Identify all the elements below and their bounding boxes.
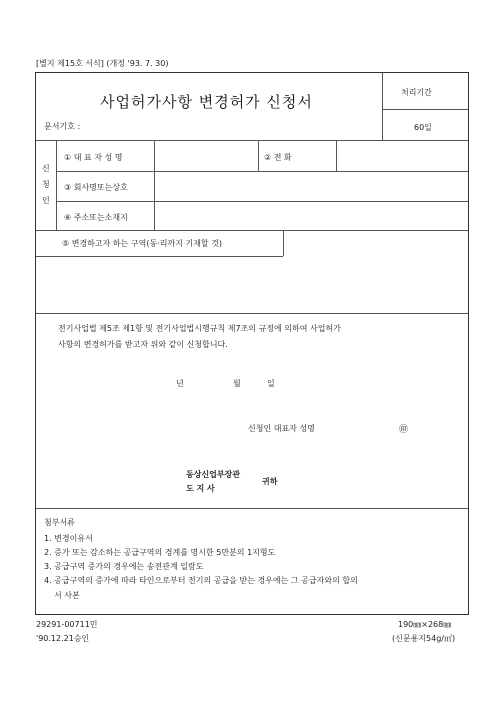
area-label: ⑤ 변경하고자 하는 구역(동·리까지 기재할 것)	[62, 239, 223, 248]
recipient-minister: 동상신업부장관	[186, 470, 241, 479]
date-year: 년	[176, 379, 184, 388]
divider-area-right	[283, 230, 284, 256]
date-day: 일	[267, 379, 275, 388]
company-label: ③ 회사명또는상호	[64, 183, 128, 192]
applicant-label-3: 인	[42, 196, 50, 205]
phone-field[interactable]	[340, 143, 464, 169]
statement-line-2: 사항의 변경허가를 받고자 위와 같이 신청합니다.	[58, 340, 228, 349]
divider-period	[382, 73, 383, 140]
form-number-note: [별지 제15호 서식] (개정 '93. 7. 30)	[36, 59, 169, 68]
processing-period-label: 처리기간	[401, 88, 432, 97]
attachment-item: 4. 공급구역의 증가에 따라 타인으로부터 전기의 공급을 받는 경우에는 그 공급자와의 합의	[44, 576, 358, 585]
application-form	[35, 72, 469, 615]
footer-code: 29291-00711민	[36, 620, 98, 629]
attachment-item-cont: 서 사본	[54, 591, 80, 600]
company-field[interactable]	[159, 174, 464, 199]
divider-name-value	[258, 140, 259, 171]
statement-line-1: 전기사업법 제5조 제1항 및 전기사업법시행규칙 제7조의 규정에 의하여 사업허가	[58, 324, 341, 333]
attachment-item: 1. 변경이유서	[44, 534, 93, 543]
processing-period-value: 60일	[414, 123, 432, 132]
date-month: 월	[233, 379, 241, 388]
area-field[interactable]	[40, 260, 464, 310]
divider-labels	[154, 140, 155, 230]
applicant-signature-label: 신청인 대표자 성명	[248, 424, 315, 433]
divider-row2	[56, 201, 468, 202]
phone-label: ② 전 화	[264, 153, 292, 162]
divider-row1	[56, 171, 468, 172]
attachment-item: 2. 증가 또는 감소하는 공급구역의 경계를 명시한 5만분의 1지형도	[44, 548, 276, 557]
divider-area-label	[36, 256, 283, 257]
divider-row3	[36, 230, 468, 231]
rep-name-field[interactable]	[159, 143, 255, 169]
doc-number-label: 문서기호 :	[44, 122, 81, 131]
rep-name-label: ① 대 표 자 성 명	[64, 153, 123, 162]
footer-size: 190㎜×268㎜	[398, 620, 452, 629]
divider-area-box	[36, 313, 468, 314]
page-title: 사업허가사항 변경허가 신청서	[100, 93, 313, 111]
address-label: ④ 주소또는소재지	[64, 213, 128, 222]
recipient-governor: 도 지 사	[186, 484, 215, 493]
divider-period-inner	[382, 109, 468, 110]
applicant-label-2: 청	[42, 180, 50, 189]
attachments-heading: 첨부서류	[44, 518, 75, 527]
divider-applicant	[56, 140, 57, 230]
address-field[interactable]	[159, 204, 464, 228]
recipient-suffix: 귀하	[262, 477, 278, 486]
footer-paper: (신문용지54g/㎡)	[392, 634, 456, 643]
footer-approval: '90.12.21승인	[36, 634, 90, 643]
divider-phone-label	[336, 140, 337, 171]
applicant-label-1: 신	[42, 164, 50, 173]
attachment-item: 3. 공급구역 증가의 경우에는 송전관계 일람도	[44, 562, 204, 571]
divider-title	[36, 140, 468, 141]
seal-mark: ㊞	[399, 425, 409, 435]
divider-attachments	[36, 508, 468, 509]
